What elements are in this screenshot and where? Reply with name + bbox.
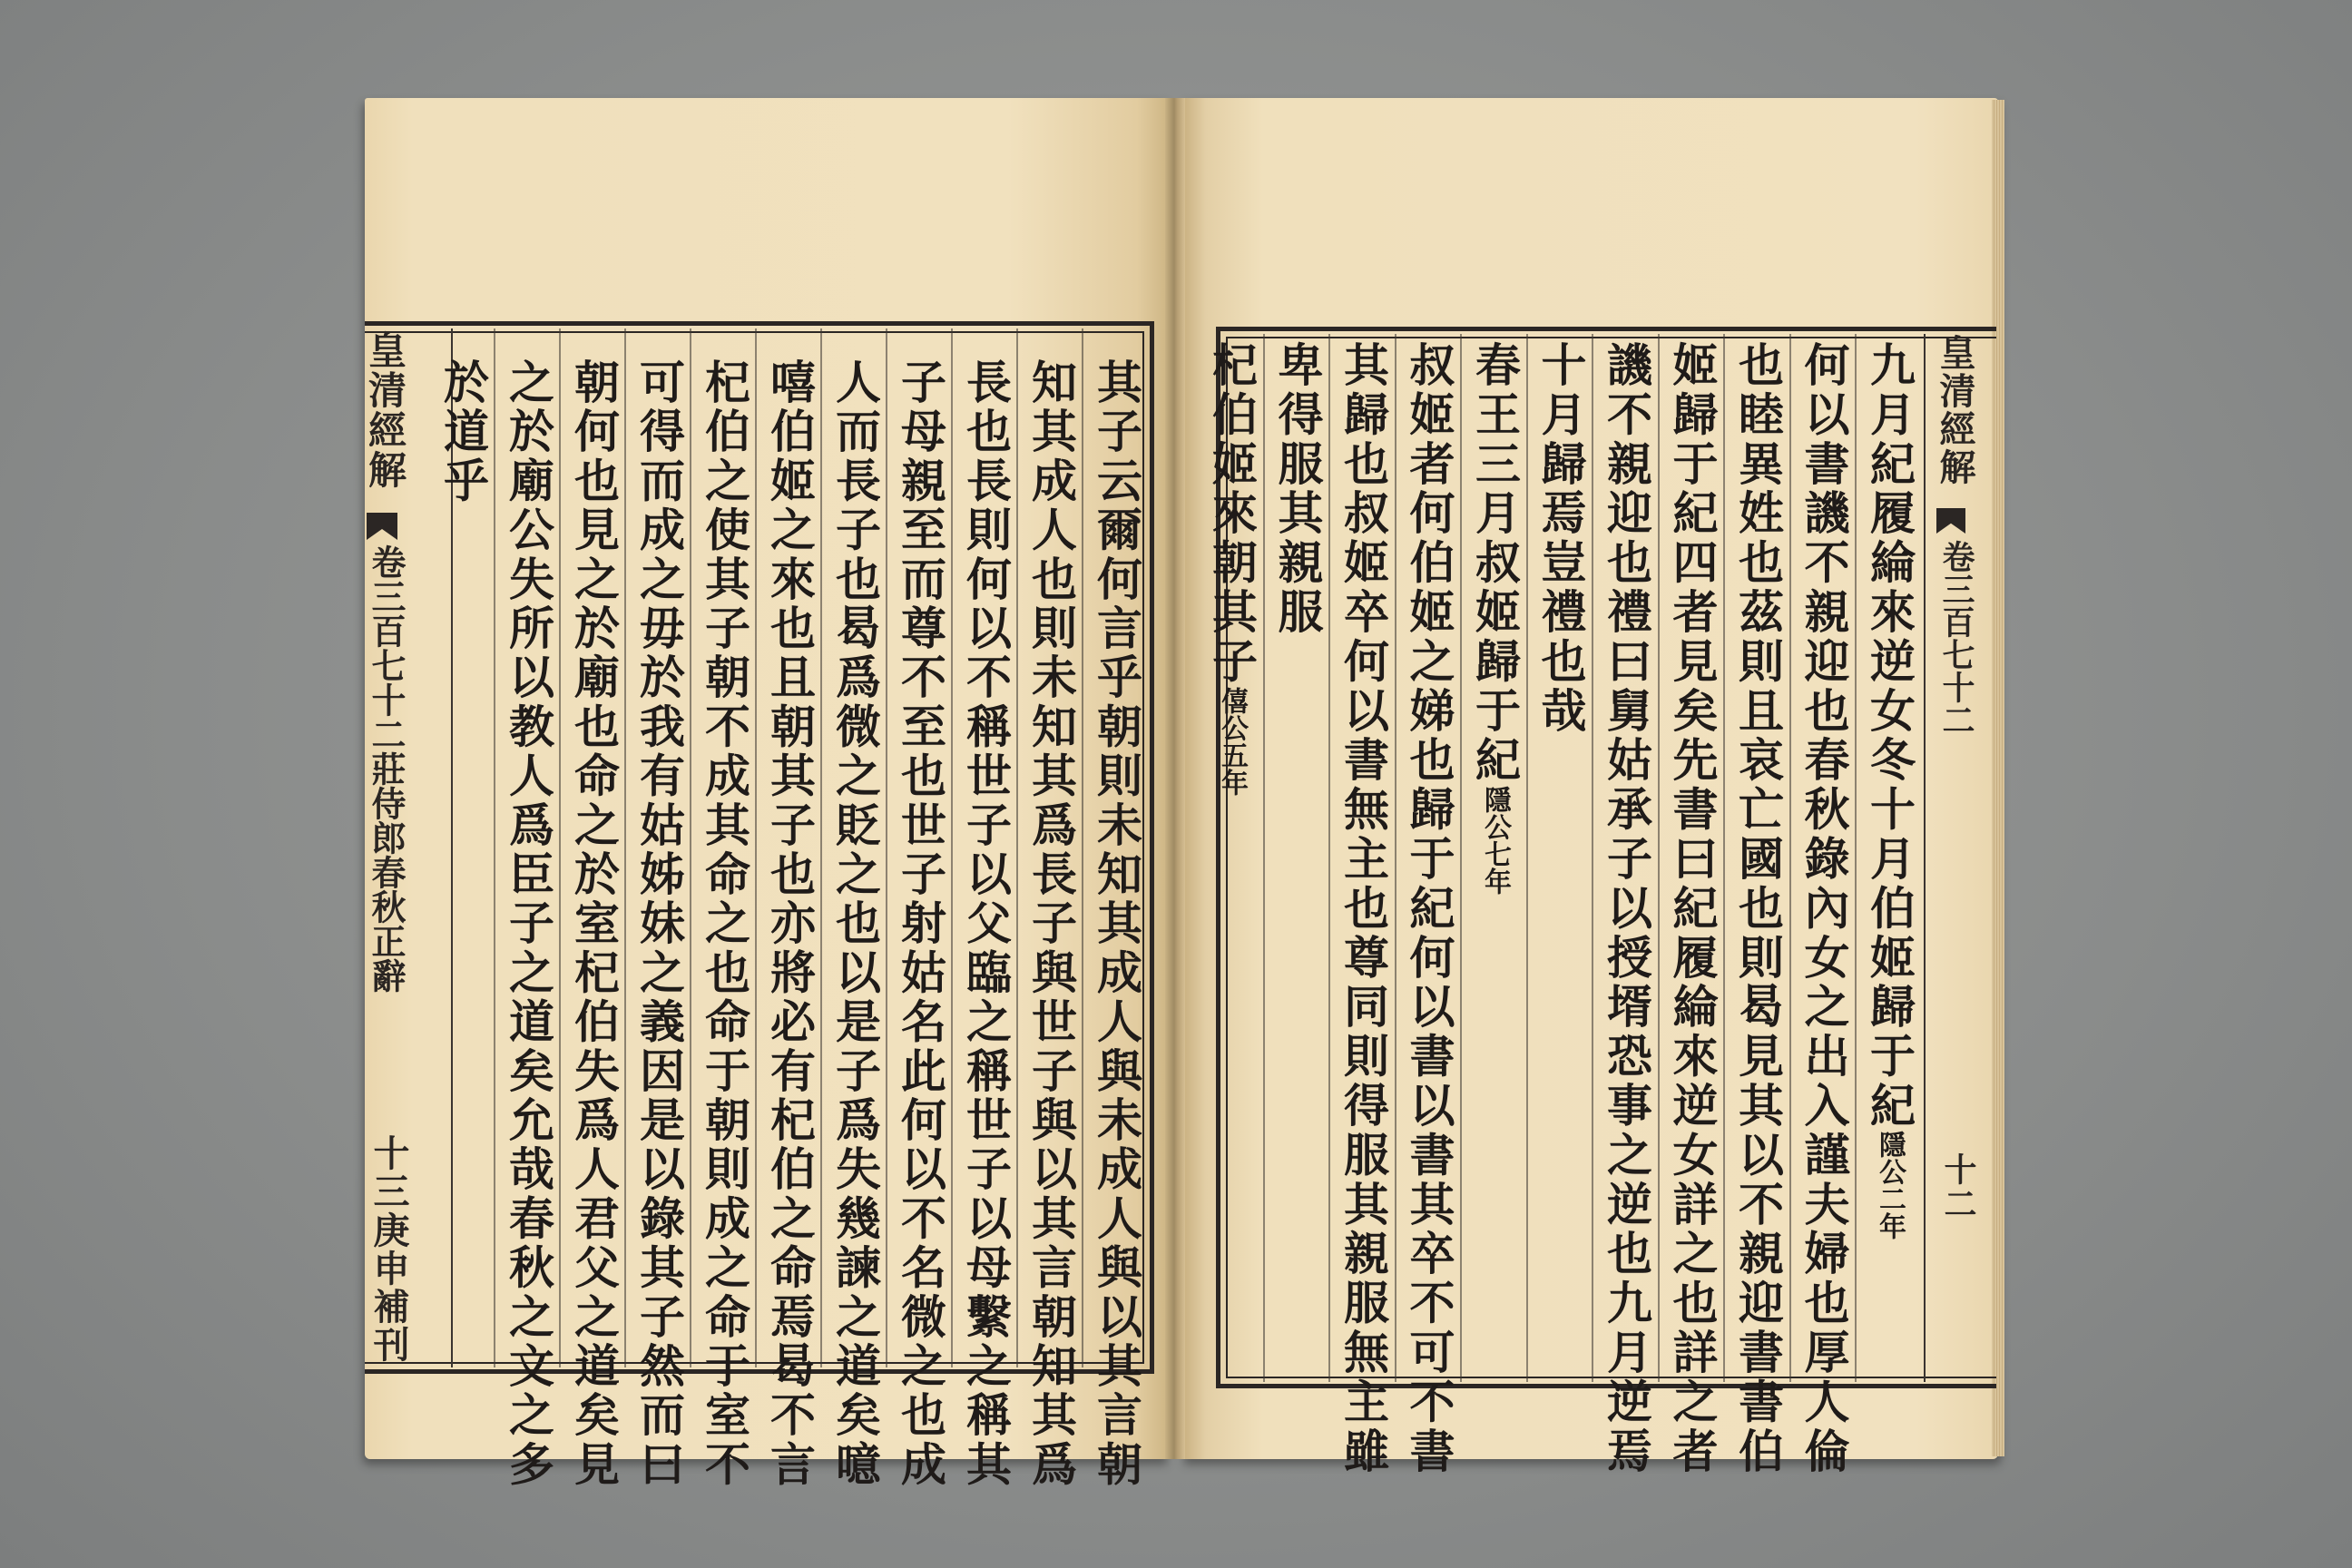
column-main-text: 其歸也叔姬卒何以書無主也尊同則得服其親服無主雖 [1337, 341, 1390, 1477]
column-rule [624, 328, 626, 1367]
column-main-text: 叔姬者何伯姬之娣也歸于紀何以書以書其卒不可不書 [1402, 341, 1456, 1477]
column-rule [1855, 334, 1857, 1382]
column-rule [1328, 334, 1330, 1382]
note-line: 隱公 [1874, 1131, 1906, 1186]
left-text-column: 子母親至而尊不至也世子射姑名此何以不名微之也成 [894, 358, 947, 1490]
column-rule [951, 328, 953, 1367]
interlinear-note [1217, 687, 1246, 796]
column-rule [1395, 334, 1396, 1382]
left-text-column: 於道乎 [436, 358, 490, 506]
right-text-column [1270, 341, 1325, 637]
right-text-column [1204, 341, 1259, 796]
left-margin-folio: 十三 [368, 1134, 410, 1210]
column-rule [559, 328, 561, 1367]
left-text-column: 杞伯之使其子朝不成其命之也命于朝則成之命于室不 [698, 358, 751, 1490]
right-margin-volume: 卷三百七十二 [1937, 540, 1975, 736]
left-text-column: 嘻伯姬之來也且朝其子也亦將必有杞伯之命焉曷不言 [763, 358, 817, 1490]
column-rule [886, 328, 887, 1367]
column-rule [494, 328, 495, 1367]
right-text-column [1336, 341, 1390, 1476]
column-rule [690, 328, 691, 1367]
note-line: 二年 [1874, 1185, 1906, 1240]
right-text-column [1862, 341, 1916, 1240]
right-text-column [1467, 341, 1522, 895]
left-text-column: 知其成人也則未知其爲長子與世子與以其言朝知其爲 [1024, 358, 1078, 1490]
column-rule [1526, 334, 1528, 1382]
column-rule [1723, 334, 1725, 1382]
right-text-column [1665, 341, 1720, 1476]
column-rule [1460, 334, 1462, 1382]
right-margin-folio: 十二 [1939, 1152, 1977, 1221]
column-rule [1082, 328, 1083, 1367]
left-margin-volume: 卷三百七十二莊侍郎春秋正辭 [366, 544, 407, 993]
column-rule [1789, 334, 1791, 1382]
left-text-column: 人而長子也曷爲微之貶之也以是子爲失幾諫之道矣噫 [828, 358, 882, 1490]
note-line: 七年 [1479, 839, 1511, 895]
column-main-text: 春王三月叔姬歸于紀 [1468, 341, 1522, 786]
column-main-text: 十月歸焉豈禮也哉 [1534, 341, 1588, 737]
column-rule [1263, 334, 1265, 1382]
column-main-text: 也睦異姓也茲則且哀亡國也則曷見其以不親迎書書伯 [1731, 341, 1785, 1477]
column-main-text: 姬歸于紀四者見矣先書曰紀履綸來逆女詳之也詳之者 [1665, 341, 1720, 1477]
interlinear-note [1480, 786, 1509, 895]
left-text-column: 可得而成之毋於我有姑姊妹之義因是以錄其子然而曰 [632, 358, 686, 1490]
column-main-text: 譏不親迎也禮曰舅姑承子以授壻恐事之逆也九月逆焉 [1600, 341, 1653, 1477]
right-text-column [1402, 341, 1456, 1476]
column-main-text: 杞伯姬來朝其子 [1205, 341, 1259, 687]
column-rule [755, 328, 757, 1367]
interlinear-note [1875, 1131, 1904, 1240]
column-rule [1658, 334, 1660, 1382]
left-text-column: 長也長則何以不稱世子以父臨之稱世子以母繫之稱其 [959, 358, 1013, 1490]
column-rule [1924, 334, 1926, 1382]
column-rule [1016, 328, 1018, 1367]
note-line: 隱公 [1479, 785, 1511, 840]
left-margin-note: 庚申補刊 [368, 1211, 410, 1364]
column-main-text: 卑得服其親服 [1270, 341, 1325, 638]
left-text-column: 其子云爾何言乎朝則未知其成人與未成人與以其言朝 [1090, 358, 1143, 1490]
note-line: 僖公 [1216, 686, 1248, 741]
right-text-column [1730, 341, 1785, 1476]
book-gutter [1165, 98, 1185, 1459]
note-line: 五年 [1216, 740, 1248, 796]
column-main-text: 九月紀履綸來逆女冬十月伯姬歸于紀 [1863, 341, 1916, 1132]
right-text-column [1599, 341, 1653, 1476]
left-margin-title: 皇清經解 [363, 330, 407, 490]
right-margin-title: 皇清經解 [1934, 334, 1976, 486]
left-text-column: 朝何也見之於廟也命之於室杞伯失爲人君父之道矣見 [567, 358, 621, 1490]
column-rule [820, 328, 822, 1367]
column-main-text: 何以書譏不親迎也春秋錄內女之出入謹夫婦也厚人倫 [1797, 341, 1851, 1477]
left-text-column: 之於廟公失所以教人爲臣子之道矣允哉春秋之文之多 [502, 358, 555, 1490]
right-text-column [1797, 341, 1851, 1476]
right-text-column [1534, 341, 1588, 736]
column-rule [1592, 334, 1593, 1382]
